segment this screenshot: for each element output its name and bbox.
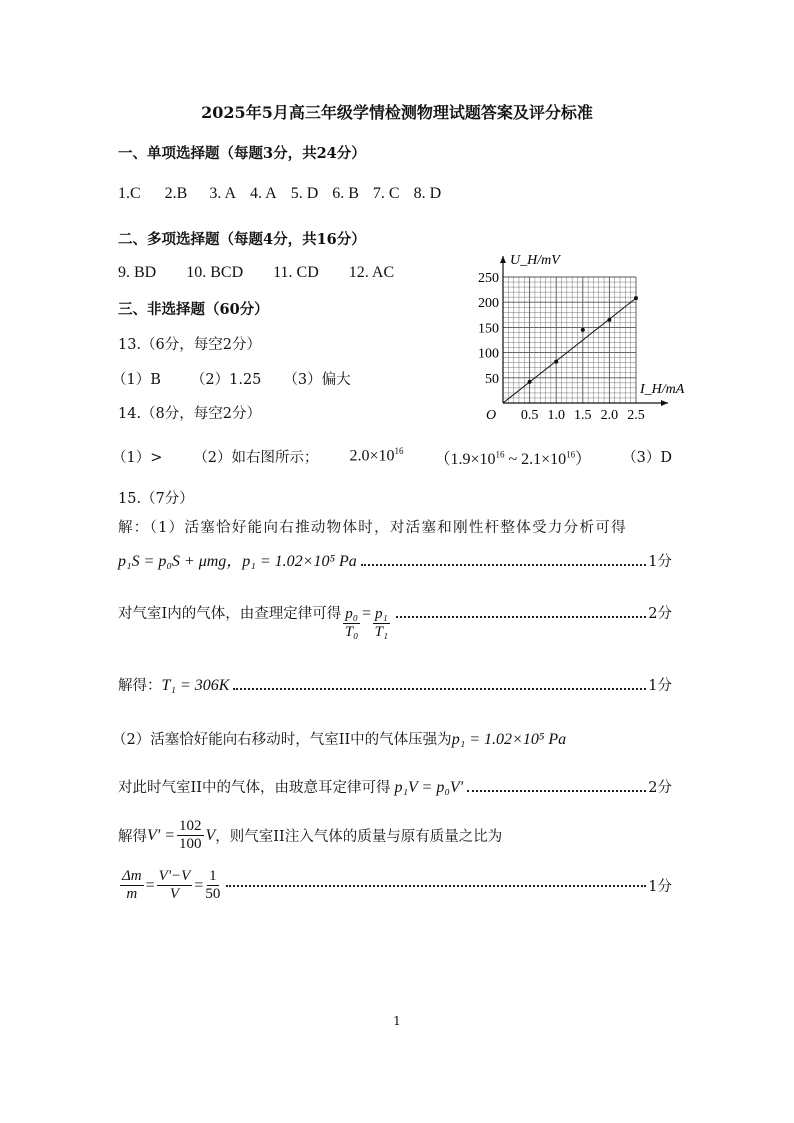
y-tick-label: 150 (478, 321, 499, 337)
q14-range (434, 446, 591, 469)
q15-line5 (112, 728, 566, 749)
x-tick-label: 2.5 (627, 408, 645, 423)
answer: 5. D (290, 185, 319, 202)
value-exponent: 16 (394, 446, 404, 456)
fraction (373, 606, 390, 641)
section1-heading: 一、单项选择题（每题3分，共24分） (118, 145, 366, 162)
text: 解得 (118, 829, 147, 845)
answer: 10. BCD (186, 264, 244, 281)
text: 对气室I内的气体，由查理定律可得 (118, 606, 342, 622)
answer: 3. A (209, 185, 237, 202)
answer: 2.B (164, 185, 188, 202)
section2-answers (118, 264, 394, 282)
q14-answer-2: （2）如右图所示； (193, 450, 319, 466)
score: 2分 (648, 780, 672, 796)
fraction (177, 818, 204, 853)
answer: 9. BD (118, 264, 157, 281)
q15-header: 15.（7分） (118, 491, 194, 507)
text: ，则气室II注入气体的质量与原有质量之比为 (215, 829, 503, 845)
text: 对此时气室II中的气体，由玻意耳定律可得 (118, 780, 391, 796)
fraction (157, 868, 193, 903)
q15-line6 (118, 776, 672, 797)
data-point (554, 360, 558, 364)
denominator: T₀ (344, 624, 359, 640)
range-exp2: 16 (566, 449, 576, 460)
range-start: （1.9×10 (434, 451, 496, 468)
range-exp1: 16 (495, 449, 505, 460)
section1-answers (118, 185, 441, 203)
chart-grid (503, 277, 636, 403)
y-tick-label: 50 (485, 371, 499, 387)
range-close: ） (575, 451, 592, 468)
x-axis-arrow (661, 400, 668, 406)
q14-answer-1: （1）> (112, 450, 163, 466)
q13-header: 13.（6分，每空2分） (118, 337, 262, 353)
q13-answer-3: （3）偏大 (283, 372, 351, 388)
section2-heading: 二、多项选择题（每题4分，共16分） (118, 231, 366, 248)
fraction (205, 868, 220, 903)
denominator: m (126, 886, 138, 902)
data-point (607, 318, 611, 322)
numerator: p₁ (374, 606, 388, 622)
score: 2分 (648, 606, 672, 622)
equals: = (361, 605, 371, 622)
answer: 8. D (413, 185, 442, 202)
denominator: V (169, 886, 180, 902)
page-title: 2025年5月高三年级学情检测物理试题答案及评分标准 (201, 103, 593, 122)
answer: 7. C (372, 185, 400, 202)
numerator: Δm (122, 868, 142, 884)
equation: p₁V = p₀V' (394, 779, 464, 796)
answer: 11. CD (273, 264, 319, 281)
y-axis-label: U_H/mV (510, 253, 560, 268)
q15-line1: 解：（1）活塞恰好能向右推动物体时，对活塞和刚性杆整体受力分析可得 (118, 520, 627, 536)
y-tick-label: 100 (478, 346, 499, 362)
score: 1分 (648, 678, 672, 694)
q15-line3 (118, 602, 672, 641)
answer: 12. AC (348, 264, 395, 281)
leader-dots (396, 616, 647, 618)
leader-dots (467, 790, 646, 792)
x-tick-label: 1.5 (574, 408, 592, 423)
q15-line2 (118, 548, 672, 571)
numerator: 102 (179, 818, 202, 834)
q13-answer-2: （2）1.25 (190, 372, 262, 388)
q15-line7 (118, 818, 502, 853)
numerator: 1 (209, 868, 217, 884)
x-tick-label: 0.5 (520, 408, 539, 423)
q14-answers (112, 446, 672, 469)
answer: 4. A (250, 185, 277, 202)
q15-line4 (118, 674, 672, 695)
equals: = (194, 876, 204, 894)
data-point (528, 380, 532, 384)
q14-value (349, 446, 403, 469)
fraction (120, 868, 144, 903)
score: 1分 (648, 879, 672, 895)
q14-header: 14.（8分，每空2分） (118, 406, 262, 422)
page-number: 1 (393, 1014, 401, 1028)
equation: p₁S = p₀S + μmg，p₁ = 1.02×10⁵ Pa (118, 553, 357, 570)
answer: 1.C (118, 185, 141, 202)
equation: T₁ = 306K (161, 677, 230, 694)
value-base: 2.0×10 (349, 447, 395, 465)
numerator: p₀ (345, 606, 358, 622)
leader-dots (233, 688, 646, 690)
equation: V' = (147, 826, 175, 844)
fit-line (503, 298, 636, 403)
y-tick-label: 200 (478, 296, 499, 312)
denominator: 50 (205, 886, 221, 902)
denominator: 100 (179, 836, 202, 852)
variable: V (205, 826, 216, 844)
x-axis-label: I_H/mA (640, 382, 685, 397)
leader-dots (226, 885, 646, 887)
fraction (343, 606, 360, 641)
data-point (634, 296, 638, 300)
x-tick-label: 1.0 (547, 408, 565, 423)
section3-heading: 三、非选择题（60分） (118, 301, 269, 318)
y-tick-label: 250 (478, 271, 499, 286)
origin-label: O (486, 408, 497, 423)
x-tick-label: 2.0 (600, 408, 619, 423)
q15-line8 (118, 868, 672, 903)
answer: 6. B (332, 185, 359, 202)
range-end: ~ 2.1×10 (504, 451, 567, 468)
hall-voltage-chart (462, 252, 702, 430)
y-axis-arrow (500, 256, 506, 263)
denominator: T₁ (374, 624, 389, 640)
q13-answer-1: （1）B (112, 372, 161, 388)
leader-dots (361, 564, 646, 566)
score: 1分 (648, 554, 672, 570)
numerator: V'−V (158, 868, 191, 884)
q14-answer-3: （3）D (622, 450, 672, 466)
text: （2）活塞恰好能向右移动时，气室II中的气体压强为 (112, 732, 452, 748)
text: 解得： (118, 678, 162, 694)
q13-answers (112, 368, 351, 389)
data-point (581, 328, 585, 332)
equals: = (145, 876, 155, 894)
equation: p₁ = 1.02×10⁵ Pa (451, 731, 567, 748)
